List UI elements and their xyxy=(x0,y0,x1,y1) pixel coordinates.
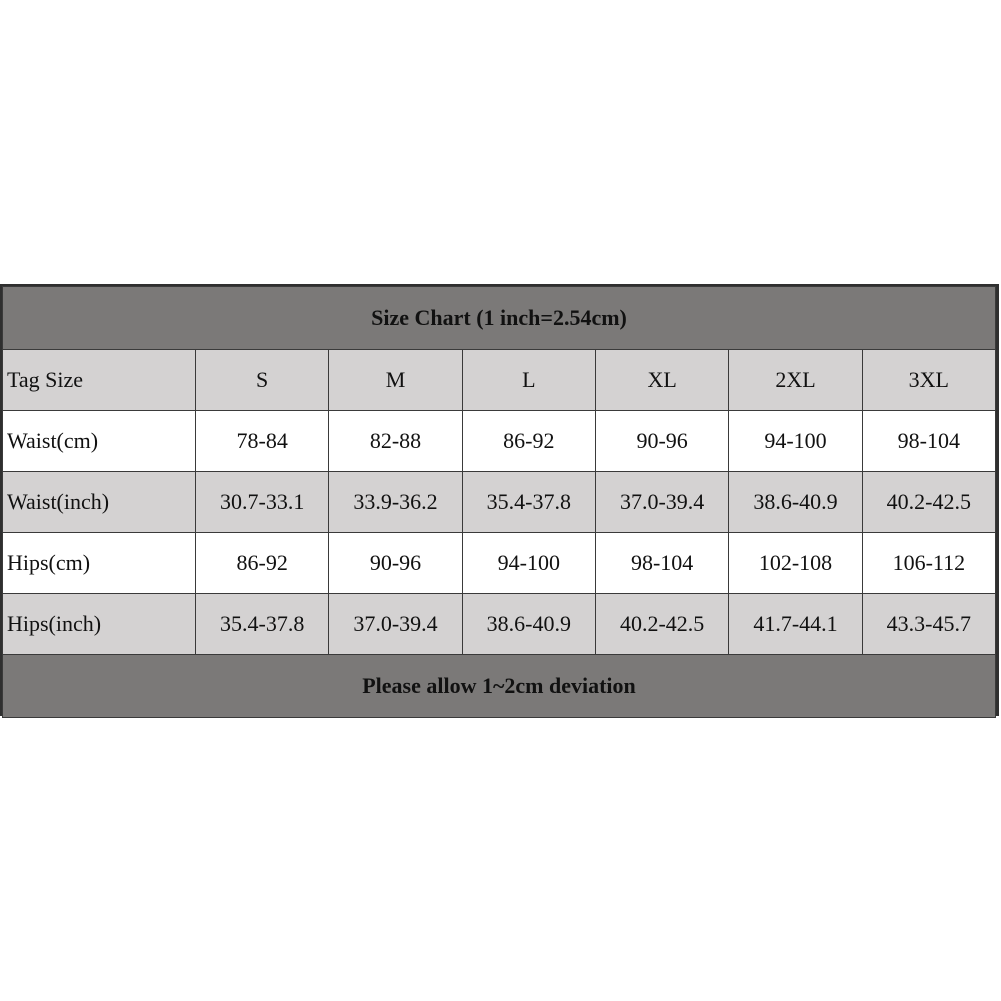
header-row xyxy=(3,350,996,411)
row-label: Waist(cm) xyxy=(3,411,196,472)
table-cell: 94-100 xyxy=(462,533,595,594)
table-cell: 33.9-36.2 xyxy=(329,472,462,533)
chart-title: Size Chart (1 inch=2.54cm) xyxy=(3,287,996,350)
table-cell: 86-92 xyxy=(462,411,595,472)
table-cell: 98-104 xyxy=(862,411,995,472)
table-cell: 38.6-40.9 xyxy=(729,472,862,533)
table-cell: 78-84 xyxy=(196,411,329,472)
title-row xyxy=(3,287,996,350)
table-cell: 90-96 xyxy=(595,411,728,472)
table-cell: 30.7-33.1 xyxy=(196,472,329,533)
size-table xyxy=(2,286,996,718)
table-row xyxy=(3,472,996,533)
table-cell: 82-88 xyxy=(329,411,462,472)
size-header: 3XL xyxy=(862,350,995,411)
table-row xyxy=(3,594,996,655)
size-header: 2XL xyxy=(729,350,862,411)
row-label: Hips(cm) xyxy=(3,533,196,594)
table-cell: 106-112 xyxy=(862,533,995,594)
size-header: S xyxy=(196,350,329,411)
table-cell: 35.4-37.8 xyxy=(462,472,595,533)
table-cell: 37.0-39.4 xyxy=(329,594,462,655)
table-cell: 35.4-37.8 xyxy=(196,594,329,655)
table-cell: 43.3-45.7 xyxy=(862,594,995,655)
table-row xyxy=(3,411,996,472)
size-header: XL xyxy=(595,350,728,411)
size-header: M xyxy=(329,350,462,411)
table-cell: 37.0-39.4 xyxy=(595,472,728,533)
table-cell: 41.7-44.1 xyxy=(729,594,862,655)
table-cell: 40.2-42.5 xyxy=(862,472,995,533)
size-chart xyxy=(0,284,999,716)
table-cell: 86-92 xyxy=(196,533,329,594)
row-label: Hips(inch) xyxy=(3,594,196,655)
table-cell: 98-104 xyxy=(595,533,728,594)
table-cell: 40.2-42.5 xyxy=(595,594,728,655)
table-cell: 38.6-40.9 xyxy=(462,594,595,655)
size-header: L xyxy=(462,350,595,411)
footer-row xyxy=(3,655,996,718)
table-cell: 102-108 xyxy=(729,533,862,594)
tag-size-header: Tag Size xyxy=(3,350,196,411)
table-row xyxy=(3,533,996,594)
table-cell: 94-100 xyxy=(729,411,862,472)
table-cell: 90-96 xyxy=(329,533,462,594)
row-label: Waist(inch) xyxy=(3,472,196,533)
deviation-note: Please allow 1~2cm deviation xyxy=(3,655,996,718)
